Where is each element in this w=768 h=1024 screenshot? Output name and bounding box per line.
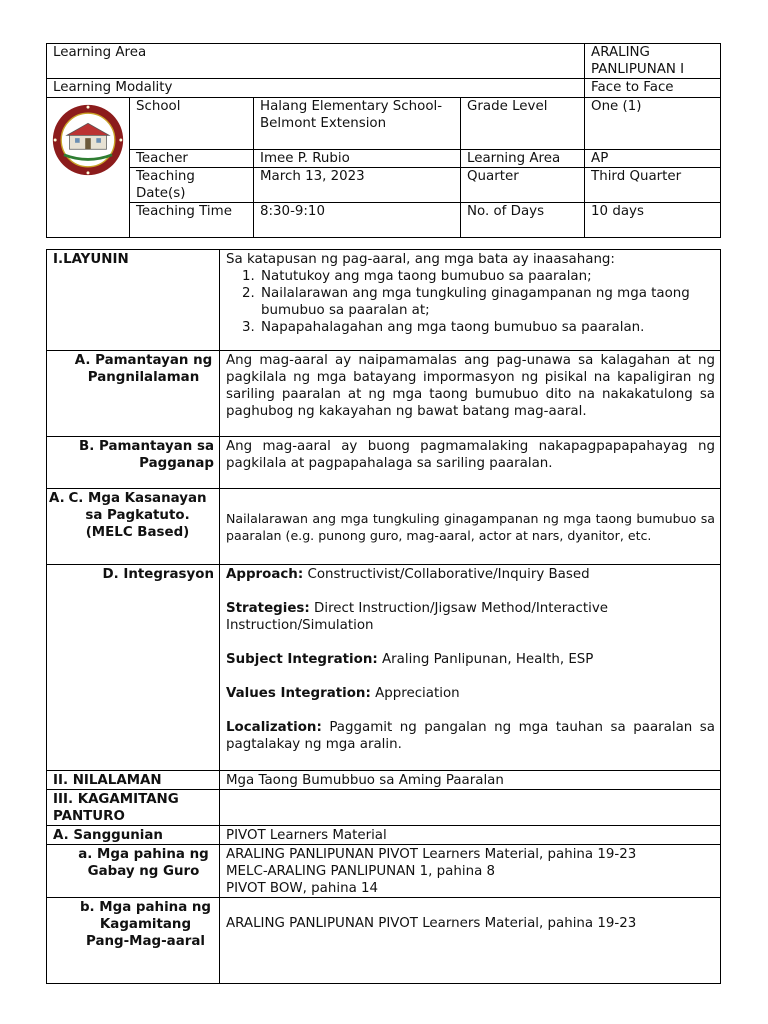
teacher-value: Imee P. Rubio bbox=[254, 150, 461, 168]
gabay-guro-label: a. Mga pahina ng Gabay ng Guro bbox=[47, 845, 220, 898]
strategies-line bbox=[226, 600, 715, 634]
sanggunian-text: PIVOT Learners Material bbox=[220, 826, 721, 845]
layunin-cell bbox=[220, 250, 721, 351]
nilalaman-text: Mga Taong Bumubbuo sa Aming Paaralan bbox=[220, 771, 721, 790]
grade-level-label: Grade Level bbox=[461, 98, 585, 150]
learning-area-value: ARALING PANLIPUNAN I bbox=[585, 44, 721, 79]
pamantayan-pangnilalaman-label: A. Pamantayan ng Pangnilalaman bbox=[47, 351, 220, 437]
kasanayan-label: C. Mga Kasanayan sa Pagkatuto. (MELC Based) bbox=[68, 491, 207, 540]
localization-label: Localization: bbox=[226, 720, 322, 735]
teaching-dates-value: March 13, 2023 bbox=[254, 168, 461, 203]
kagamitang-panturo-label: III. KAGAMITANG PANTURO bbox=[47, 790, 220, 826]
integrasyon-cell bbox=[220, 565, 721, 771]
gabay-line: ARALING PANLIPUNAN PIVOT Learners Material, pahina 19-23 bbox=[226, 847, 637, 862]
no-of-days-label: No. of Days bbox=[461, 203, 585, 238]
teacher-label: Teacher bbox=[130, 150, 254, 168]
header-table bbox=[46, 43, 721, 238]
quarter-label: Quarter bbox=[461, 168, 585, 203]
kagamitang-pahina-label: b. Mga pahina ng Kagamitang Pang-Mag-aaral bbox=[47, 898, 220, 984]
approach-label: Approach: bbox=[226, 567, 304, 582]
localization-text: Paggamit ng pangalan ng mga tauhan sa paaralan sa pagtalakay ng mga aralin. bbox=[226, 720, 715, 752]
kagamitang-panturo-value bbox=[220, 790, 721, 826]
subject-integration-label: Subject Integration: bbox=[226, 652, 378, 667]
layunin-item: 3. Napapahalagahan ang mga taong bumubuo sa paaralan. bbox=[259, 319, 715, 336]
layunin-list bbox=[226, 268, 715, 336]
strategies-label: Strategies: bbox=[226, 601, 310, 616]
layunin-label: I.LAYUNIN bbox=[47, 250, 220, 351]
approach-line bbox=[226, 566, 715, 583]
strategies-text: Direct Instruction/Jigsaw Method/Interactive Instruction/Simulation bbox=[226, 601, 608, 633]
layunin-intro: Sa katapusan ng pag-aaral, ang mga bata ay inaasahang: bbox=[226, 252, 615, 267]
kasanayan-text: Nailalarawan ang mga tungkuling ginagampanan ng mga taong bumubuo sa paaralan (e.g. punong guro, mag-aaral, actor at nars, dyanitor, etc. bbox=[220, 489, 721, 565]
learning-area2-value: AP bbox=[585, 150, 721, 168]
pamantayan-pangnilalaman-text: Ang mag-aaral ay naipamamalas ang pag-unawa sa kalagahan at ng pagkilala ng mga batayang impormasyon ng pisikal na kapaligiran ng sariling paaralan at ng mga taong bumubuo dito na nakakatulong sa paghubog ng kakayahan ng bawat batang mag-aaral. bbox=[220, 351, 721, 437]
gabay-line: PIVOT BOW, pahina 14 bbox=[226, 881, 379, 896]
sanggunian-label: A. Sanggunian bbox=[47, 826, 220, 845]
school-seal-logo bbox=[51, 103, 125, 177]
values-integration-label: Values Integration: bbox=[226, 686, 371, 701]
lesson-plan-table bbox=[46, 249, 721, 984]
learning-modality-value: Face to Face bbox=[585, 79, 721, 98]
gabay-guro-cell bbox=[220, 845, 721, 898]
approach-text: Constructivist/Collaborative/Inquiry Based bbox=[307, 567, 590, 582]
teaching-dates-label: Teaching Date(s) bbox=[130, 168, 254, 203]
teaching-time-label: Teaching Time bbox=[130, 203, 254, 238]
layunin-item: 2. Nailalarawan ang mga tungkuling ginagampanan ng mga taong bumubuo sa paaralan at; bbox=[259, 285, 715, 319]
subject-integration-line bbox=[226, 651, 715, 668]
layunin-item: 1. Natutukoy ang mga taong bumubuo sa paaralan; bbox=[259, 268, 715, 285]
values-integration-text: Appreciation bbox=[375, 686, 460, 701]
learning-area2-label: Learning Area bbox=[461, 150, 585, 168]
school-value: Halang Elementary School- Belmont Extension bbox=[254, 98, 461, 150]
seal-cell bbox=[47, 98, 130, 238]
integrasyon-label: D. Integrasyon bbox=[47, 565, 220, 771]
nilalaman-label: II. NILALAMAN bbox=[47, 771, 220, 790]
quarter-value: Third Quarter bbox=[585, 168, 721, 203]
pamantayan-pagganap-text: Ang mag-aaral ay buong pagmamalaking nakapagpapapahayag ng pagkilala at pagpapahalaga sa sariling paaralan. bbox=[220, 437, 721, 489]
teaching-time-value: 8:30-9:10 bbox=[254, 203, 461, 238]
no-of-days-value: 10 days bbox=[585, 203, 721, 238]
learning-area-label: Learning Area bbox=[47, 44, 585, 79]
school-label: School bbox=[130, 98, 254, 150]
kasanayan-prefix: A. bbox=[49, 491, 65, 506]
grade-level-value: One (1) bbox=[585, 98, 721, 150]
kagamitang-pahina-text: ARALING PANLIPUNAN PIVOT Learners Material, pahina 19-23 bbox=[220, 898, 721, 984]
kasanayan-label-cell bbox=[47, 489, 220, 565]
gabay-line: MELC-ARALING PANLIPUNAN 1, pahina 8 bbox=[226, 864, 496, 879]
subject-integration-text: Araling Panlipunan, Health, ESP bbox=[382, 652, 594, 667]
values-integration-line bbox=[226, 685, 715, 702]
learning-modality-label: Learning Modality bbox=[47, 79, 585, 98]
pamantayan-pagganap-label: B. Pamantayan sa Pagganap bbox=[47, 437, 220, 489]
localization-line bbox=[226, 719, 715, 753]
